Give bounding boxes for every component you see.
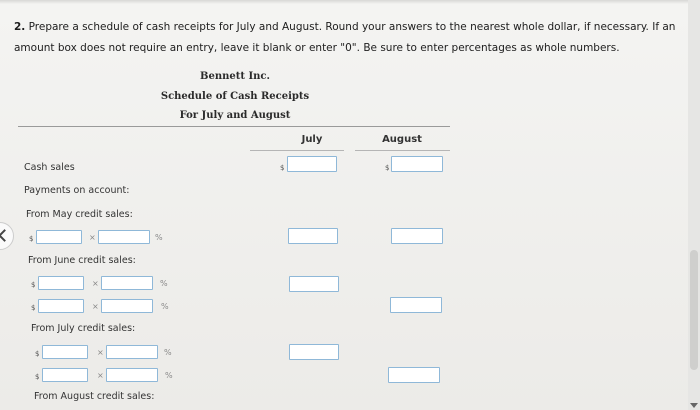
company-name: Bennett Inc.: [200, 71, 270, 82]
may-august-input[interactable]: [391, 228, 443, 244]
june-august-input[interactable]: [390, 297, 442, 313]
july-august-input[interactable]: [388, 367, 440, 383]
column-july: July: [301, 134, 323, 145]
times-sign: ×: [89, 233, 96, 242]
july-amount-1-input[interactable]: [42, 345, 88, 359]
percent-sign: %: [161, 302, 169, 311]
schedule-title: Schedule of Cash Receipts: [160, 91, 310, 102]
schedule-period: For July and August: [179, 110, 291, 121]
times-sign: ×: [92, 302, 99, 311]
percent-sign: %: [155, 233, 163, 242]
july-amount-2-input[interactable]: [42, 368, 88, 382]
dollar-sign: $: [385, 164, 390, 172]
may-july-input[interactable]: [288, 228, 338, 244]
scroll-down-icon[interactable]: [690, 403, 698, 408]
payments-on-account-label: Payments on account:: [24, 185, 130, 196]
scrollbar-thumb[interactable]: [690, 250, 698, 370]
dollar-sign: $: [35, 350, 40, 358]
percent-sign: %: [165, 371, 173, 380]
july-col-rule: [250, 150, 344, 151]
instructions-text: Prepare a schedule of cash receipts for July and August. Round your answers to the nearest whole dollar, if necessary. If an amount box does not require an entry, leave it blank or enter "0". Be sure to enter percentages as whole numbers.: [14, 21, 676, 54]
june-percent-2-input[interactable]: [101, 299, 153, 313]
dollar-sign: $: [31, 281, 36, 289]
dollar-sign: $: [31, 304, 36, 312]
july-percent-1-input[interactable]: [106, 345, 158, 359]
july-credit-sales-label: From July credit sales:: [31, 323, 136, 334]
scrollbar[interactable]: [688, 0, 700, 410]
dollar-sign: $: [280, 164, 285, 172]
may-amount-input[interactable]: [36, 230, 82, 244]
percent-sign: %: [160, 279, 168, 288]
cash-sales-label: Cash sales: [24, 162, 75, 173]
june-amount-1-input[interactable]: [38, 276, 84, 290]
dollar-sign: $: [35, 373, 40, 381]
cash-sales-august-input[interactable]: [391, 156, 443, 172]
top-shadow: [0, 0, 700, 4]
percent-sign: %: [164, 348, 172, 357]
june-july-input[interactable]: [289, 276, 339, 292]
times-sign: ×: [97, 371, 104, 380]
times-sign: ×: [92, 279, 99, 288]
may-credit-sales-label: From May credit sales:: [26, 209, 133, 220]
august-col-rule: [355, 150, 450, 151]
june-percent-1-input[interactable]: [101, 276, 153, 290]
july-percent-2-input[interactable]: [106, 368, 158, 382]
column-august: August: [382, 134, 422, 145]
question-number: 2.: [14, 21, 26, 33]
july-july-input[interactable]: [289, 344, 339, 360]
may-percent-input[interactable]: [98, 230, 150, 244]
header-rule: [18, 126, 450, 127]
instructions: [14, 17, 694, 59]
august-credit-sales-label: From August credit sales:: [34, 391, 155, 402]
times-sign: ×: [97, 348, 104, 357]
cash-sales-july-input[interactable]: [287, 156, 337, 172]
june-credit-sales-label: From June credit sales:: [28, 255, 136, 266]
dollar-sign: $: [29, 235, 34, 243]
june-amount-2-input[interactable]: [38, 299, 84, 313]
